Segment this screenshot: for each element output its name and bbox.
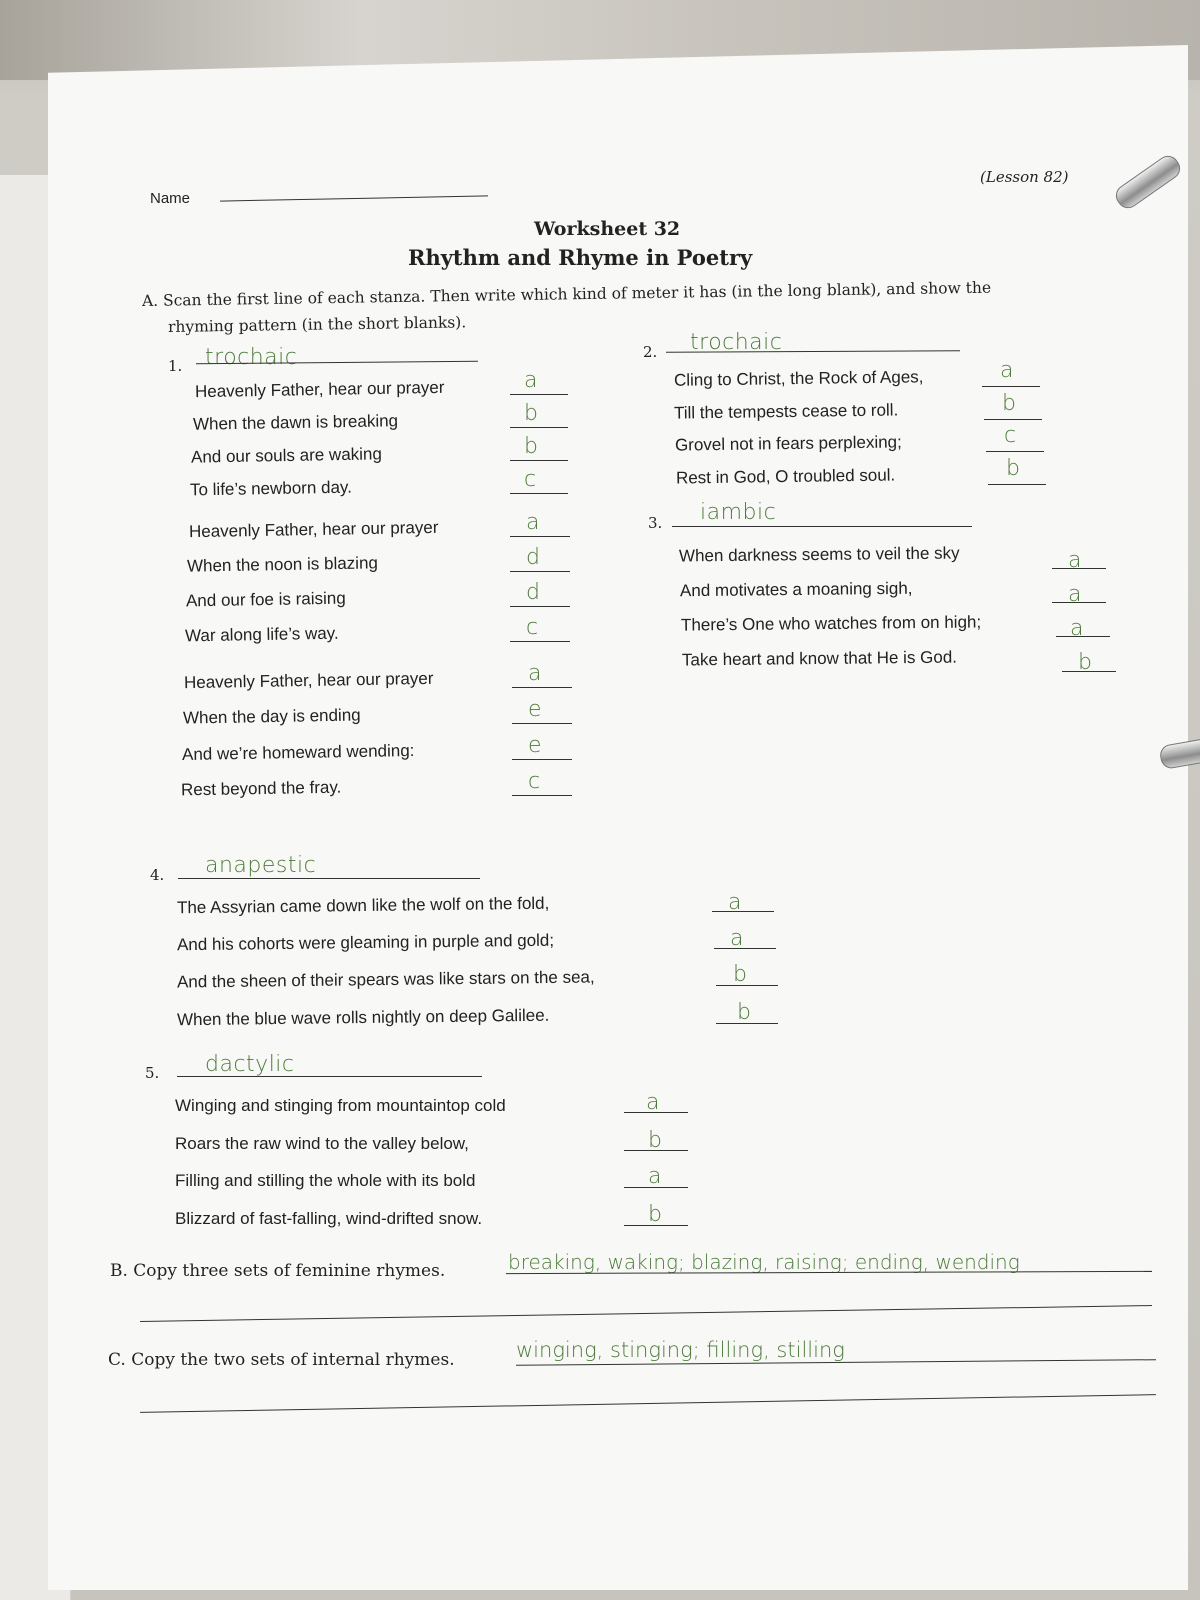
poem-line: And the sheen of their spears was like stars on the sea, xyxy=(176,967,595,992)
rhyme-blank xyxy=(988,484,1046,485)
rhyme-blank xyxy=(984,419,1042,420)
rhyme-answer: a xyxy=(526,510,540,535)
rhyme-answer: e xyxy=(528,697,543,722)
rhyme-blank xyxy=(510,493,568,494)
rhyme-blank xyxy=(716,985,778,986)
meter-answer: iambic xyxy=(700,500,777,525)
rhyme-answer: a xyxy=(1068,548,1082,573)
rhyme-answer: d xyxy=(526,545,541,570)
section-c-answer: winging, stinging; filling, stilling xyxy=(516,1338,845,1362)
rhyme-blank xyxy=(714,948,776,949)
poem-line: Rest beyond the fray. xyxy=(180,777,342,800)
poem-line: When the blue wave rolls nightly on deep Galilee. xyxy=(176,1005,550,1030)
poem-line: Cling to Christ, the Rock of Ages, xyxy=(673,367,924,390)
meter-answer: anapestic xyxy=(205,853,317,878)
rhyme-answer: b xyxy=(524,434,539,459)
poem-line: Till the tempests cease to roll. xyxy=(673,400,899,423)
poem-line: And his cohorts were gleaming in purple and gold; xyxy=(176,930,555,955)
lesson-number: (Lesson 82) xyxy=(980,168,1069,186)
rhyme-blank xyxy=(512,687,572,688)
meter-answer: trochaic xyxy=(205,345,298,370)
rhyme-blank xyxy=(512,795,572,796)
poem-line: Heavenly Father, hear our prayer xyxy=(188,517,439,542)
rhyme-answer: a xyxy=(528,661,542,686)
poem-line: And we’re homeward wending: xyxy=(181,740,415,765)
rhyme-blank xyxy=(624,1187,688,1188)
poem-line: When darkness seems to veil the sky xyxy=(678,543,960,566)
rhyme-blank xyxy=(624,1150,688,1151)
rhyme-answer: a xyxy=(1070,616,1084,641)
rhyme-blank xyxy=(1052,602,1106,603)
rhyme-answer: d xyxy=(526,580,541,605)
rhyme-answer: b xyxy=(733,962,748,987)
rhyme-answer: e xyxy=(528,733,543,758)
rhyme-blank xyxy=(510,606,570,607)
rhyme-blank xyxy=(512,723,572,724)
rhyme-blank xyxy=(510,536,570,537)
rhyme-blank xyxy=(712,911,774,912)
rhyme-answer: b xyxy=(648,1202,663,1227)
rhyme-blank xyxy=(510,641,570,642)
poem-number: 4. xyxy=(150,866,165,884)
rhyme-answer: b xyxy=(1078,650,1093,675)
meter-blank xyxy=(178,878,480,879)
rhyme-answer: b xyxy=(524,401,539,426)
worksheet-title: Worksheet 32 xyxy=(534,218,681,240)
rhyme-blank xyxy=(510,571,570,572)
poem-number: 3. xyxy=(648,514,663,532)
rhyme-answer: a xyxy=(1068,582,1082,607)
worksheet-subtitle: Rhythm and Rhyme in Poetry xyxy=(408,245,753,270)
rhyme-answer: a xyxy=(730,926,744,951)
rhyme-answer: a xyxy=(648,1164,662,1189)
poem-line: Grovel not in fears perplexing; xyxy=(674,432,902,455)
rhyme-blank xyxy=(1052,568,1106,569)
rhyme-blank xyxy=(716,1023,778,1024)
meter-answer: dactylic xyxy=(205,1052,295,1077)
poem-line: Heavenly Father, hear our prayer xyxy=(194,377,445,402)
poem-line: When the day is ending xyxy=(182,705,361,728)
rhyme-answer: a xyxy=(728,890,742,915)
section-b-answer: breaking, waking; blazing, raising; ending, wending xyxy=(508,1250,1020,1274)
section-c-prompt: C. Copy the two sets of internal rhymes. xyxy=(108,1350,455,1370)
poem-line: Filling and stilling the whole with its bold xyxy=(175,1171,476,1190)
rhyme-blank xyxy=(510,394,568,395)
rhyme-answer: c xyxy=(528,769,541,794)
rhyme-answer: a xyxy=(524,368,538,393)
rhyme-answer: c xyxy=(1004,423,1017,448)
rhyme-answer: b xyxy=(648,1128,663,1153)
meter-blank xyxy=(177,1076,482,1077)
poem-line: Roars the raw wind to the valley below, xyxy=(175,1134,469,1153)
rhyme-blank xyxy=(510,460,568,461)
poem-line: When the noon is blazing xyxy=(186,553,379,576)
rhyme-answer: a xyxy=(646,1090,660,1115)
poem-number: 5. xyxy=(145,1064,160,1082)
name-label: Name xyxy=(150,190,191,207)
poem-line: Take heart and know that He is God. xyxy=(681,647,958,670)
poem-number: 2. xyxy=(643,343,658,361)
poem-line: When the dawn is breaking xyxy=(192,411,399,434)
rhyme-blank xyxy=(624,1112,688,1113)
poem-line: Rest in God, O troubled soul. xyxy=(675,465,896,488)
meter-blank xyxy=(672,526,972,527)
poem-line: And our souls are waking xyxy=(190,444,383,467)
rhyme-answer: b xyxy=(1006,456,1021,481)
rhyme-blank xyxy=(1062,671,1116,672)
section-b-prompt: B. Copy three sets of feminine rhymes. xyxy=(110,1261,446,1281)
rhyme-blank xyxy=(510,427,568,428)
poem-number: 1. xyxy=(168,357,183,375)
rhyme-answer: b xyxy=(737,1000,752,1025)
poem-line: Winging and stinging from mountaintop cold xyxy=(175,1096,506,1115)
rhyme-blank xyxy=(1056,636,1110,637)
rhyme-answer: a xyxy=(1000,358,1014,383)
rhyme-answer: b xyxy=(1002,391,1017,416)
section-a-instruction-cont: rhyming pattern (in the short blanks). xyxy=(167,313,467,336)
poem-line: And our foe is raising xyxy=(185,588,346,611)
poem-line: War along life’s way. xyxy=(184,623,339,646)
rhyme-blank xyxy=(986,451,1044,452)
poem-line: There’s One who watches from on high; xyxy=(680,612,982,635)
rhyme-blank xyxy=(512,759,572,760)
poem-line: The Assyrian came down like the wolf on the fold, xyxy=(176,893,550,918)
poem-line: Blizzard of fast-falling, wind-drifted snow. xyxy=(175,1209,483,1228)
section-a-instruction: A. Scan the first line of each stanza. Then write which kind of meter it has (in the long blank), and show the xyxy=(141,278,992,310)
rhyme-blank xyxy=(982,386,1040,387)
poem-line: And motivates a moaning sigh, xyxy=(679,578,913,601)
meter-answer: trochaic xyxy=(690,330,783,355)
rhyme-answer: c xyxy=(524,467,537,492)
poem-line: To life’s newborn day. xyxy=(189,477,353,500)
rhyme-blank xyxy=(624,1225,688,1226)
rhyme-answer: c xyxy=(526,615,539,640)
poem-line: Heavenly Father, hear our prayer xyxy=(183,668,434,693)
